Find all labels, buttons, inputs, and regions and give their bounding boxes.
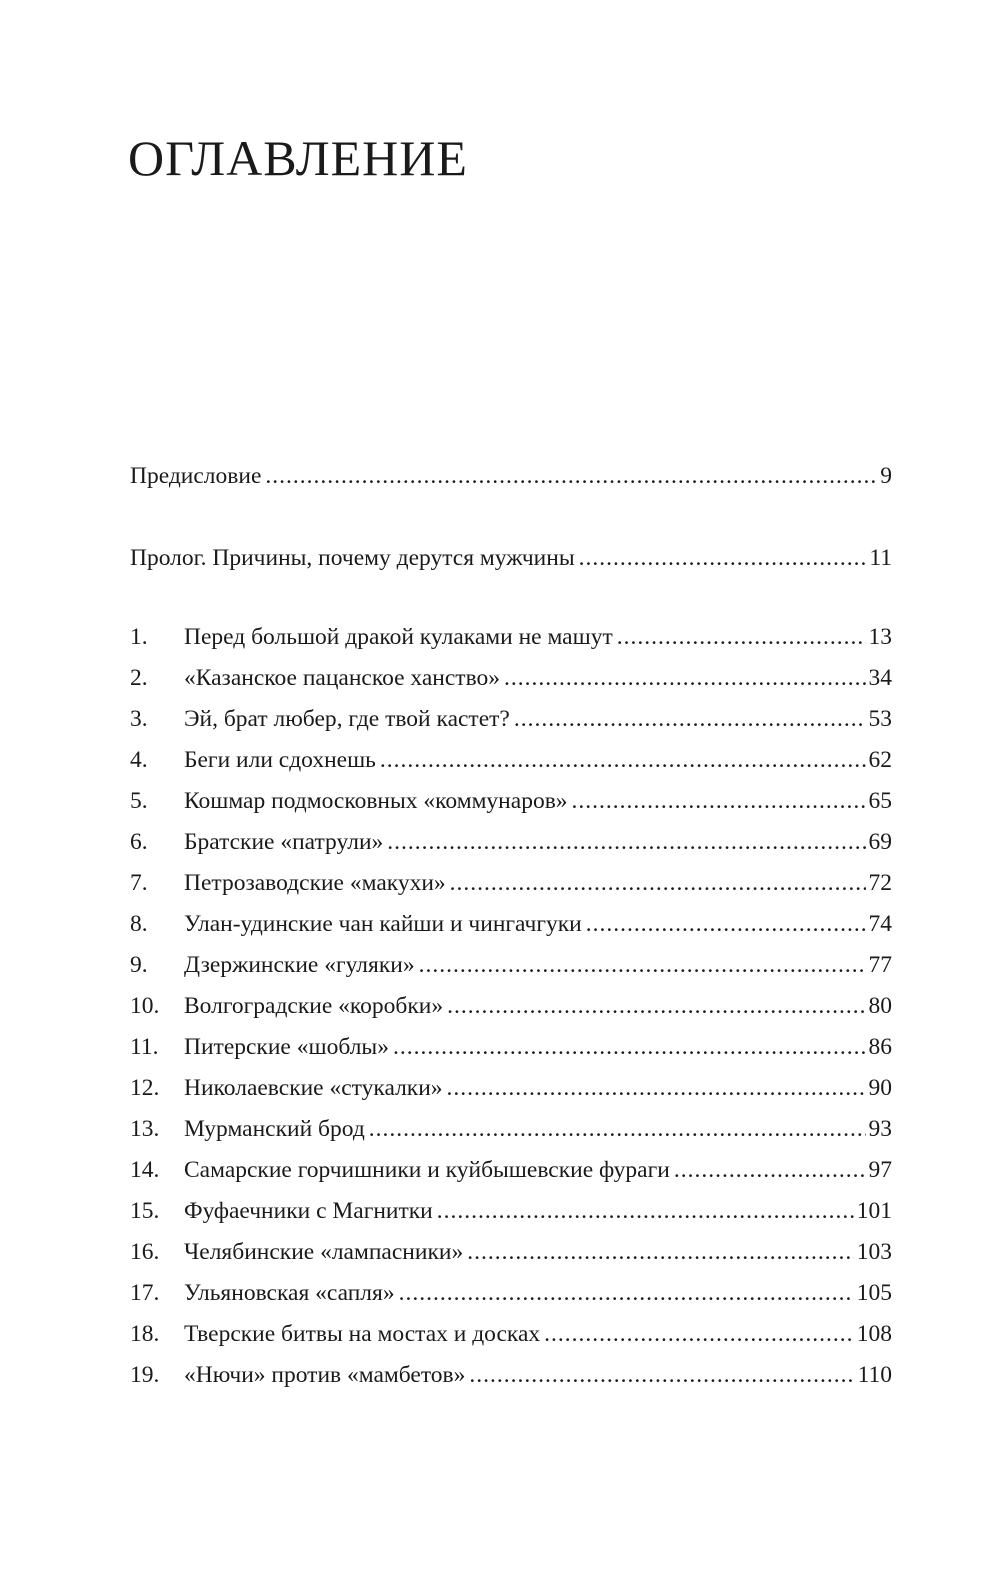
- toc-entry-preface: [130, 456, 892, 497]
- chapter-page: 34: [868, 665, 892, 691]
- chapter-number: 16.: [130, 1239, 160, 1265]
- chapter-title: Самарские горчишники и куйбышевские фураги: [184, 1157, 670, 1183]
- dot-leader: [674, 1150, 866, 1191]
- page-title: ОГЛАВЛЕНИЕ: [128, 130, 468, 186]
- chapter-page: 101: [856, 1198, 892, 1224]
- chapter-number: 14.: [130, 1157, 160, 1183]
- chapter-number: 19.: [130, 1362, 160, 1388]
- dot-leader: [419, 945, 866, 986]
- dot-leader: [579, 538, 867, 579]
- chapter-number: 3.: [130, 706, 148, 732]
- dot-leader: [617, 617, 866, 658]
- chapter-list: [130, 617, 892, 1396]
- dot-leader: [504, 658, 866, 699]
- chapter-title: Братские «патрули»: [184, 829, 384, 855]
- toc-chapter-entry: [130, 1232, 892, 1273]
- chapter-number: 17.: [130, 1280, 160, 1306]
- chapter-number: 5.: [130, 788, 148, 814]
- dot-leader: [447, 986, 865, 1027]
- chapter-number: 1.: [130, 624, 148, 650]
- toc-entry-page: 9: [880, 463, 892, 489]
- chapter-page: 105: [856, 1280, 892, 1306]
- chapter-page: 103: [856, 1239, 892, 1265]
- chapter-number: 15.: [130, 1198, 160, 1224]
- chapter-title: Волгоградские «коробки»: [184, 993, 444, 1019]
- chapter-page: 86: [868, 1034, 892, 1060]
- dot-leader: [544, 1314, 854, 1355]
- dot-leader: [572, 781, 866, 822]
- chapter-title: Эй, брат любер, где твой кастет?: [184, 706, 510, 732]
- chapter-page: 62: [868, 747, 892, 773]
- toc-chapter-entry: [130, 617, 892, 658]
- chapter-title: Фуфаечники с Магнитки: [184, 1198, 433, 1224]
- chapter-title: Ульяновская «сапля»: [184, 1280, 395, 1306]
- chapter-page: 69: [868, 829, 892, 855]
- chapter-number: 11.: [130, 1034, 159, 1060]
- chapter-page: 77: [868, 952, 892, 978]
- chapter-title: Беги или сдохнешь: [184, 747, 376, 773]
- toc-chapter-entry: [130, 658, 892, 699]
- chapter-number: 10.: [130, 993, 160, 1019]
- toc-entry-title: Предисловие: [130, 463, 262, 489]
- dot-leader: [437, 1191, 854, 1232]
- toc-entry-prologue: [130, 538, 892, 579]
- chapter-title: Тверские битвы на мостах и досках: [184, 1321, 541, 1347]
- toc-chapter-entry: [130, 1068, 892, 1109]
- chapter-number: 7.: [130, 870, 148, 896]
- chapter-title: Петрозаводские «макухи»: [184, 870, 446, 896]
- toc-entry-title: Пролог. Причины, почему дерутся мужчины: [130, 545, 575, 571]
- toc-chapter-entry: [130, 1273, 892, 1314]
- toc-chapter-entry: [130, 1150, 892, 1191]
- chapter-title: «Казанское пацанское ханство»: [184, 665, 500, 691]
- chapter-title: «Нючи» против «мамбетов»: [184, 1362, 466, 1388]
- dot-leader: [399, 1273, 854, 1314]
- chapter-number: 13.: [130, 1116, 160, 1142]
- chapter-title: Перед большой дракой кулаками не машут: [184, 624, 613, 650]
- toc-chapter-entry: [130, 1314, 892, 1355]
- toc-chapter-entry: [130, 945, 892, 986]
- chapter-number: 8.: [130, 911, 148, 937]
- chapter-title: Челябинские «лампасники»: [184, 1239, 464, 1265]
- dot-leader: [514, 699, 866, 740]
- chapter-page: 90: [868, 1075, 892, 1101]
- toc-chapter-entry: [130, 822, 892, 863]
- chapter-number: 6.: [130, 829, 148, 855]
- chapter-title: Кошмар подмосковных «коммунаров»: [184, 788, 568, 814]
- chapter-title: Николаевские «стукалки»: [184, 1075, 443, 1101]
- chapter-title: Питерские «шоблы»: [184, 1034, 389, 1060]
- chapter-page: 65: [868, 788, 892, 814]
- toc-chapter-entry: [130, 863, 892, 904]
- dot-leader: [469, 1355, 854, 1396]
- toc-chapter-entry: [130, 740, 892, 781]
- dot-leader: [467, 1232, 854, 1273]
- chapter-page: 72: [868, 870, 892, 896]
- chapter-title: Дзержинские «гуляки»: [184, 952, 415, 978]
- toc-chapter-entry: [130, 699, 892, 740]
- dot-leader: [387, 822, 865, 863]
- chapter-number: 12.: [130, 1075, 160, 1101]
- toc-chapter-entry: [130, 1355, 892, 1396]
- toc-chapter-entry: [130, 1191, 892, 1232]
- table-of-contents: [130, 456, 892, 1396]
- chapter-page: 108: [856, 1321, 892, 1347]
- chapter-number: 2.: [130, 665, 148, 691]
- chapter-title: Мурманский брод: [184, 1116, 365, 1142]
- chapter-number: 4.: [130, 747, 148, 773]
- chapter-page: 97: [868, 1157, 892, 1183]
- chapter-page: 93: [868, 1116, 892, 1142]
- chapter-page: 53: [868, 706, 892, 732]
- chapter-page: 74: [868, 911, 892, 937]
- chapter-number: 9.: [130, 952, 148, 978]
- dot-leader: [393, 1027, 866, 1068]
- chapter-page: 110: [857, 1362, 892, 1388]
- dot-leader: [450, 863, 866, 904]
- toc-chapter-entry: [130, 986, 892, 1027]
- toc-chapter-entry: [130, 904, 892, 945]
- chapter-page: 13: [868, 624, 892, 650]
- toc-chapter-entry: [130, 1027, 892, 1068]
- toc-chapter-entry: [130, 781, 892, 822]
- toc-chapter-entry: [130, 1109, 892, 1150]
- dot-leader: [369, 1109, 866, 1150]
- chapter-page: 80: [868, 993, 892, 1019]
- chapter-title: Улан-удинские чан кайши и чингачгуки: [184, 911, 582, 937]
- dot-leader: [380, 740, 866, 781]
- dot-leader: [447, 1068, 866, 1109]
- toc-entry-page: 11: [869, 545, 892, 571]
- dot-leader: [265, 456, 877, 497]
- dot-leader: [586, 904, 866, 945]
- chapter-number: 18.: [130, 1321, 160, 1347]
